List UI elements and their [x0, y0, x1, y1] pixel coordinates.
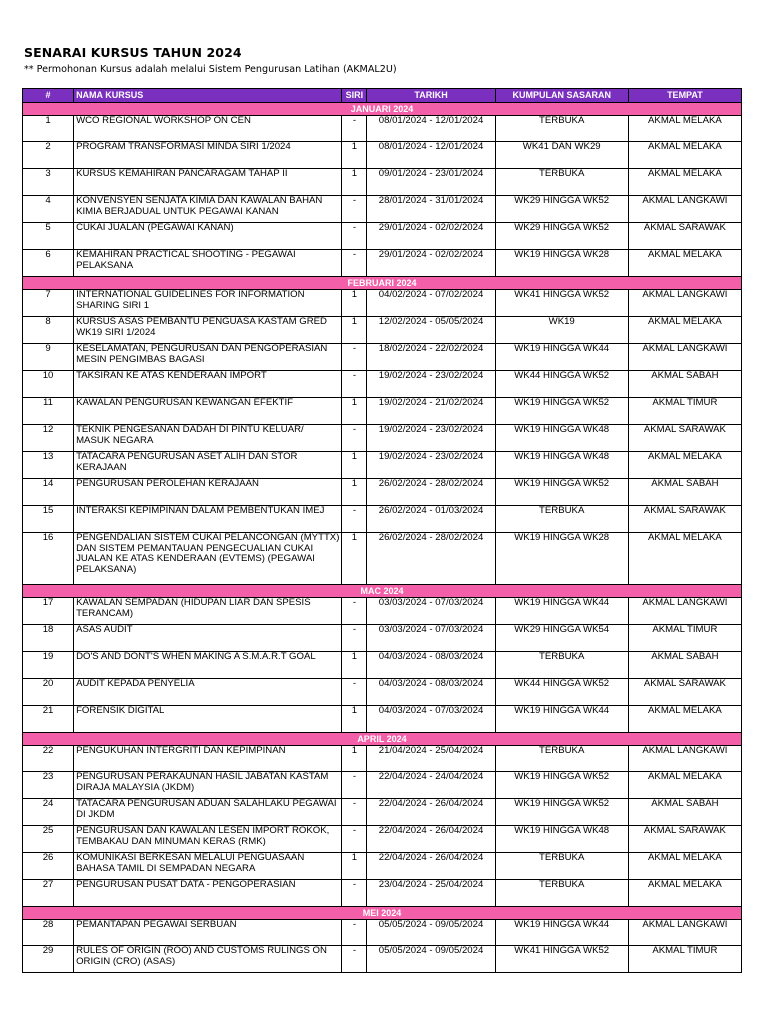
course-target-group: TERBUKA [495, 880, 628, 907]
course-number: 7 [23, 290, 74, 317]
course-number: 29 [23, 946, 74, 973]
course-venue: AKMAL MELAKA [628, 706, 741, 733]
course-name: KOMUNIKASI BERKESAN MELALUI PENGUASAAN BAHASA TAMIL DI SEMPADAN NEGARA [74, 853, 342, 880]
course-venue: AKMAL MELAKA [628, 169, 741, 196]
course-number: 15 [23, 506, 74, 533]
course-number: 26 [23, 853, 74, 880]
table-row [23, 920, 742, 946]
month-label: MEI 2024 [23, 907, 742, 920]
course-target-group: TERBUKA [495, 853, 628, 880]
course-date: 22/04/2024 - 26/04/2024 [367, 853, 495, 880]
course-target-group: WK44 HINGGA WK52 [495, 371, 628, 398]
month-label: JANUARI 2024 [23, 103, 742, 116]
table-row [23, 344, 742, 371]
table-row [23, 506, 742, 533]
course-venue: AKMAL TIMUR [628, 398, 741, 425]
course-target-group: WK19 HINGGA WK44 [495, 598, 628, 625]
course-number: 10 [23, 371, 74, 398]
course-series: 1 [342, 746, 367, 772]
course-number: 23 [23, 772, 74, 799]
course-venue: AKMAL SABAH [628, 652, 741, 679]
course-venue: AKMAL MELAKA [628, 116, 741, 142]
course-name: FORENSIK DIGITAL [74, 706, 342, 733]
table-row [23, 223, 742, 250]
table-row [23, 706, 742, 733]
table-header-row [23, 89, 742, 103]
course-number: 4 [23, 196, 74, 223]
course-series: 1 [342, 853, 367, 880]
course-date: 22/04/2024 - 26/04/2024 [367, 826, 495, 853]
course-date: 08/01/2024 - 12/01/2024 [367, 116, 495, 142]
month-header-row [23, 907, 742, 920]
course-date: 22/04/2024 - 26/04/2024 [367, 799, 495, 826]
course-name: PENGUKUHAN INTERGRITI DAN KEPIMPINAN [74, 746, 342, 772]
course-date: 12/02/2024 - 05/05/2024 [367, 317, 495, 344]
course-venue: AKMAL LANGKAWI [628, 196, 741, 223]
course-number: 8 [23, 317, 74, 344]
course-series: - [342, 826, 367, 853]
table-body [23, 103, 742, 973]
course-date: 04/02/2024 - 07/02/2024 [367, 290, 495, 317]
course-series: - [342, 920, 367, 946]
course-target-group: TERBUKA [495, 506, 628, 533]
course-target-group: WK41 DAN WK29 [495, 142, 628, 169]
course-series: 1 [342, 398, 367, 425]
course-name: ASAS AUDIT [74, 625, 342, 652]
course-date: 19/02/2024 - 23/02/2024 [367, 452, 495, 479]
course-name: TATACARA PENGURUSAN ADUAN SALAHLAKU PEGAWAI DI JKDM [74, 799, 342, 826]
course-date: 26/02/2024 - 28/02/2024 [367, 479, 495, 506]
course-series: 1 [342, 479, 367, 506]
course-name: PROGRAM TRANSFORMASI MINDA SIRI 1/2024 [74, 142, 342, 169]
course-target-group: WK41 HINGGA WK52 [495, 946, 628, 973]
course-date: 26/02/2024 - 01/03/2024 [367, 506, 495, 533]
course-name: KURSUS KEMAHIRAN PANCARAGAM TAHAP II [74, 169, 342, 196]
course-date: 04/03/2024 - 08/03/2024 [367, 652, 495, 679]
course-number: 18 [23, 625, 74, 652]
header-venue: TEMPAT [628, 89, 741, 103]
course-venue: AKMAL MELAKA [628, 853, 741, 880]
table-row [23, 598, 742, 625]
course-date: 08/01/2024 - 12/01/2024 [367, 142, 495, 169]
course-target-group: WK19 HINGGA WK48 [495, 425, 628, 452]
course-series: - [342, 679, 367, 706]
table-row [23, 533, 742, 585]
course-date: 03/03/2024 - 07/03/2024 [367, 598, 495, 625]
course-series: - [342, 425, 367, 452]
course-venue: AKMAL LANGKAWI [628, 344, 741, 371]
course-venue: AKMAL SARAWAK [628, 506, 741, 533]
course-venue: AKMAL LANGKAWI [628, 746, 741, 772]
course-venue: AKMAL TIMUR [628, 625, 741, 652]
course-venue: AKMAL MELAKA [628, 880, 741, 907]
course-target-group: WK19 HINGGA WK52 [495, 799, 628, 826]
table-row [23, 880, 742, 907]
header-target-group: KUMPULAN SASARAN [495, 89, 628, 103]
course-series: - [342, 196, 367, 223]
course-name: KAWALAN PENGURUSAN KEWANGAN EFEKTIF [74, 398, 342, 425]
course-target-group: WK19 HINGGA WK48 [495, 826, 628, 853]
course-venue: AKMAL MELAKA [628, 533, 741, 585]
course-name: TEKNIK PENGESANAN DADAH DI PINTU KELUAR/ MASUK NEGARA [74, 425, 342, 452]
course-series: 1 [342, 652, 367, 679]
table-row [23, 625, 742, 652]
course-venue: AKMAL MELAKA [628, 772, 741, 799]
course-venue: AKMAL SABAH [628, 479, 741, 506]
course-name: KEMAHIRAN PRACTICAL SHOOTING - PEGAWAI PELAKSANA [74, 250, 342, 277]
course-number: 22 [23, 746, 74, 772]
course-target-group: TERBUKA [495, 116, 628, 142]
course-target-group: WK19 HINGGA WK28 [495, 250, 628, 277]
course-number: 16 [23, 533, 74, 585]
month-header-row [23, 585, 742, 598]
course-number: 25 [23, 826, 74, 853]
course-date: 18/02/2024 - 22/02/2024 [367, 344, 495, 371]
course-venue: AKMAL SABAH [628, 371, 741, 398]
course-name: PENGENDALIAN SISTEM CUKAI PELANCONGAN (MYTTX) DAN SISTEM PEMANTAUAN PENGECUALIAN CUKAI JUALAN KE ATAS KENDERAAN (EVTEMS) (PEGAWAI PELAKSANA) [74, 533, 342, 585]
month-label: FEBRUARI 2024 [23, 277, 742, 290]
month-header-row [23, 733, 742, 746]
course-series: 1 [342, 533, 367, 585]
course-name: KURSUS ASAS PEMBANTU PENGUASA KASTAM GRED WK19 SIRI 1/2024 [74, 317, 342, 344]
table-row [23, 772, 742, 799]
table-row [23, 425, 742, 452]
course-series: - [342, 344, 367, 371]
document-subtitle: ** Permohonan Kursus adalah melalui Sistem Pengurusan Latihan (AKMAL2U) [24, 64, 397, 75]
course-name: PENGURUSAN PEROLEHAN KERAJAAN [74, 479, 342, 506]
course-target-group: TERBUKA [495, 169, 628, 196]
table-row [23, 946, 742, 973]
table-row [23, 452, 742, 479]
course-name: TAKSIRAN KE ATAS KENDERAAN IMPORT [74, 371, 342, 398]
course-name: WCO REGIONAL WORKSHOP ON CEN [74, 116, 342, 142]
course-name: INTERNATIONAL GUIDELINES FOR INFORMATION SHARING SIRI 1 [74, 290, 342, 317]
course-number: 1 [23, 116, 74, 142]
course-date: 19/02/2024 - 23/02/2024 [367, 371, 495, 398]
course-venue: AKMAL LANGKAWI [628, 290, 741, 317]
header-date: TARIKH [367, 89, 495, 103]
course-venue: AKMAL SARAWAK [628, 223, 741, 250]
course-target-group: TERBUKA [495, 746, 628, 772]
course-venue: AKMAL MELAKA [628, 250, 741, 277]
course-target-group: WK19 [495, 317, 628, 344]
header-course-name: NAMA KURSUS [74, 89, 342, 103]
course-series: 1 [342, 317, 367, 344]
course-target-group: WK41 HINGGA WK52 [495, 290, 628, 317]
course-series: - [342, 371, 367, 398]
course-name: KESELAMATAN, PENGURUSAN DAN PENGOPERASIAN MESIN PENGIMBAS BAGASI [74, 344, 342, 371]
course-series: - [342, 625, 367, 652]
course-date: 05/05/2024 - 09/05/2024 [367, 946, 495, 973]
course-number: 2 [23, 142, 74, 169]
course-target-group: WK29 HINGGA WK52 [495, 196, 628, 223]
course-series: 1 [342, 706, 367, 733]
course-name: AUDIT KEPADA PENYELIA [74, 679, 342, 706]
course-number: 28 [23, 920, 74, 946]
course-target-group: WK19 HINGGA WK48 [495, 452, 628, 479]
table-row [23, 853, 742, 880]
table-row [23, 290, 742, 317]
month-label: APRIL 2024 [23, 733, 742, 746]
table-row [23, 371, 742, 398]
course-name: CUKAI JUALAN (PEGAWAI KANAN) [74, 223, 342, 250]
table-row [23, 799, 742, 826]
course-target-group: WK19 HINGGA WK44 [495, 344, 628, 371]
course-number: 17 [23, 598, 74, 625]
table-row [23, 250, 742, 277]
course-name: DO'S AND DONT'S WHEN MAKING A S.M.A.R.T GOAL [74, 652, 342, 679]
course-date: 04/03/2024 - 08/03/2024 [367, 679, 495, 706]
course-date: 29/01/2024 - 02/02/2024 [367, 250, 495, 277]
course-venue: AKMAL SARAWAK [628, 425, 741, 452]
month-label: MAC 2024 [23, 585, 742, 598]
course-series: 1 [342, 452, 367, 479]
course-number: 19 [23, 652, 74, 679]
course-date: 22/04/2024 - 24/04/2024 [367, 772, 495, 799]
course-number: 9 [23, 344, 74, 371]
course-target-group: WK29 HINGGA WK52 [495, 223, 628, 250]
course-venue: AKMAL MELAKA [628, 142, 741, 169]
course-series: - [342, 880, 367, 907]
course-number: 5 [23, 223, 74, 250]
course-series: - [342, 223, 367, 250]
course-name: PENGURUSAN PERAKAUNAN HASIL JABATAN KASTAM DIRAJA MALAYSIA (JKDM) [74, 772, 342, 799]
course-date: 19/02/2024 - 21/02/2024 [367, 398, 495, 425]
month-header-row [23, 103, 742, 116]
course-date: 28/01/2024 - 31/01/2024 [367, 196, 495, 223]
course-venue: AKMAL MELAKA [628, 452, 741, 479]
course-target-group: WK19 HINGGA WK28 [495, 533, 628, 585]
table-row [23, 652, 742, 679]
table-row [23, 826, 742, 853]
course-target-group: WK44 HINGGA WK52 [495, 679, 628, 706]
course-number: 3 [23, 169, 74, 196]
course-series: 1 [342, 142, 367, 169]
course-target-group: WK19 HINGGA WK52 [495, 772, 628, 799]
course-venue: AKMAL MELAKA [628, 317, 741, 344]
course-venue: AKMAL TIMUR [628, 946, 741, 973]
course-number: 24 [23, 799, 74, 826]
course-series: - [342, 772, 367, 799]
course-series: - [342, 506, 367, 533]
course-number: 13 [23, 452, 74, 479]
course-date: 09/01/2024 - 23/01/2024 [367, 169, 495, 196]
course-name: KONVENSYEN SENJATA KIMIA DAN KAWALAN BAHAN KIMIA BERJADUAL UNTUK PEGAWAI KANAN [74, 196, 342, 223]
course-number: 11 [23, 398, 74, 425]
table-row [23, 479, 742, 506]
course-series: - [342, 250, 367, 277]
course-name: INTERAKSI KEPIMPINAN DALAM PEMBENTUKAN IMEJ [74, 506, 342, 533]
course-venue: AKMAL LANGKAWI [628, 920, 741, 946]
course-date: 19/02/2024 - 23/02/2024 [367, 425, 495, 452]
course-date: 23/04/2024 - 25/04/2024 [367, 880, 495, 907]
table-row [23, 196, 742, 223]
header-series: SIRI [342, 89, 367, 103]
course-name: RULES OF ORIGIN (ROO) AND CUSTOMS RULINGS ON ORIGIN (CRO) (ASAS) [74, 946, 342, 973]
course-venue: AKMAL LANGKAWI [628, 598, 741, 625]
course-date: 21/04/2024 - 25/04/2024 [367, 746, 495, 772]
course-name: PENGURUSAN PUSAT DATA - PENGOPERASIAN [74, 880, 342, 907]
course-venue: AKMAL SARAWAK [628, 826, 741, 853]
table-row [23, 317, 742, 344]
course-date: 04/03/2024 - 07/03/2024 [367, 706, 495, 733]
course-date: 03/03/2024 - 07/03/2024 [367, 625, 495, 652]
course-target-group: WK19 HINGGA WK52 [495, 398, 628, 425]
course-series: - [342, 598, 367, 625]
month-header-row [23, 277, 742, 290]
course-name: KAWALAN SEMPADAN (HIDUPAN LIAR DAN SPESIS TERANCAM) [74, 598, 342, 625]
course-number: 14 [23, 479, 74, 506]
course-number: 12 [23, 425, 74, 452]
course-series: - [342, 116, 367, 142]
header-number: # [23, 89, 74, 103]
course-series: - [342, 946, 367, 973]
table-row [23, 746, 742, 772]
course-number: 27 [23, 880, 74, 907]
course-series: - [342, 799, 367, 826]
course-target-group: WK19 HINGGA WK44 [495, 706, 628, 733]
course-venue: AKMAL SARAWAK [628, 679, 741, 706]
course-date: 26/02/2024 - 28/02/2024 [367, 533, 495, 585]
document-title: SENARAI KURSUS TAHUN 2024 [24, 45, 242, 60]
table-row [23, 398, 742, 425]
course-number: 20 [23, 679, 74, 706]
course-target-group: WK19 HINGGA WK52 [495, 479, 628, 506]
table-row [23, 679, 742, 706]
course-target-group: WK19 HINGGA WK44 [495, 920, 628, 946]
course-number: 21 [23, 706, 74, 733]
course-series: 1 [342, 169, 367, 196]
course-name: PENGURUSAN DAN KAWALAN LESEN IMPORT ROKOK, TEMBAKAU DAN MINUMAN KERAS (RMK) [74, 826, 342, 853]
course-target-group: WK29 HINGGA WK54 [495, 625, 628, 652]
course-name: TATACARA PENGURUSAN ASET ALIH DAN STOR KERAJAAN [74, 452, 342, 479]
course-target-group: TERBUKA [495, 652, 628, 679]
course-name: PEMANTAPAN PEGAWAI SERBUAN [74, 920, 342, 946]
course-number: 6 [23, 250, 74, 277]
course-date: 29/01/2024 - 02/02/2024 [367, 223, 495, 250]
course-table [22, 88, 742, 973]
table-row [23, 169, 742, 196]
course-date: 05/05/2024 - 09/05/2024 [367, 920, 495, 946]
table-row [23, 142, 742, 169]
table-row [23, 116, 742, 142]
course-venue: AKMAL SABAH [628, 799, 741, 826]
course-series: 1 [342, 290, 367, 317]
